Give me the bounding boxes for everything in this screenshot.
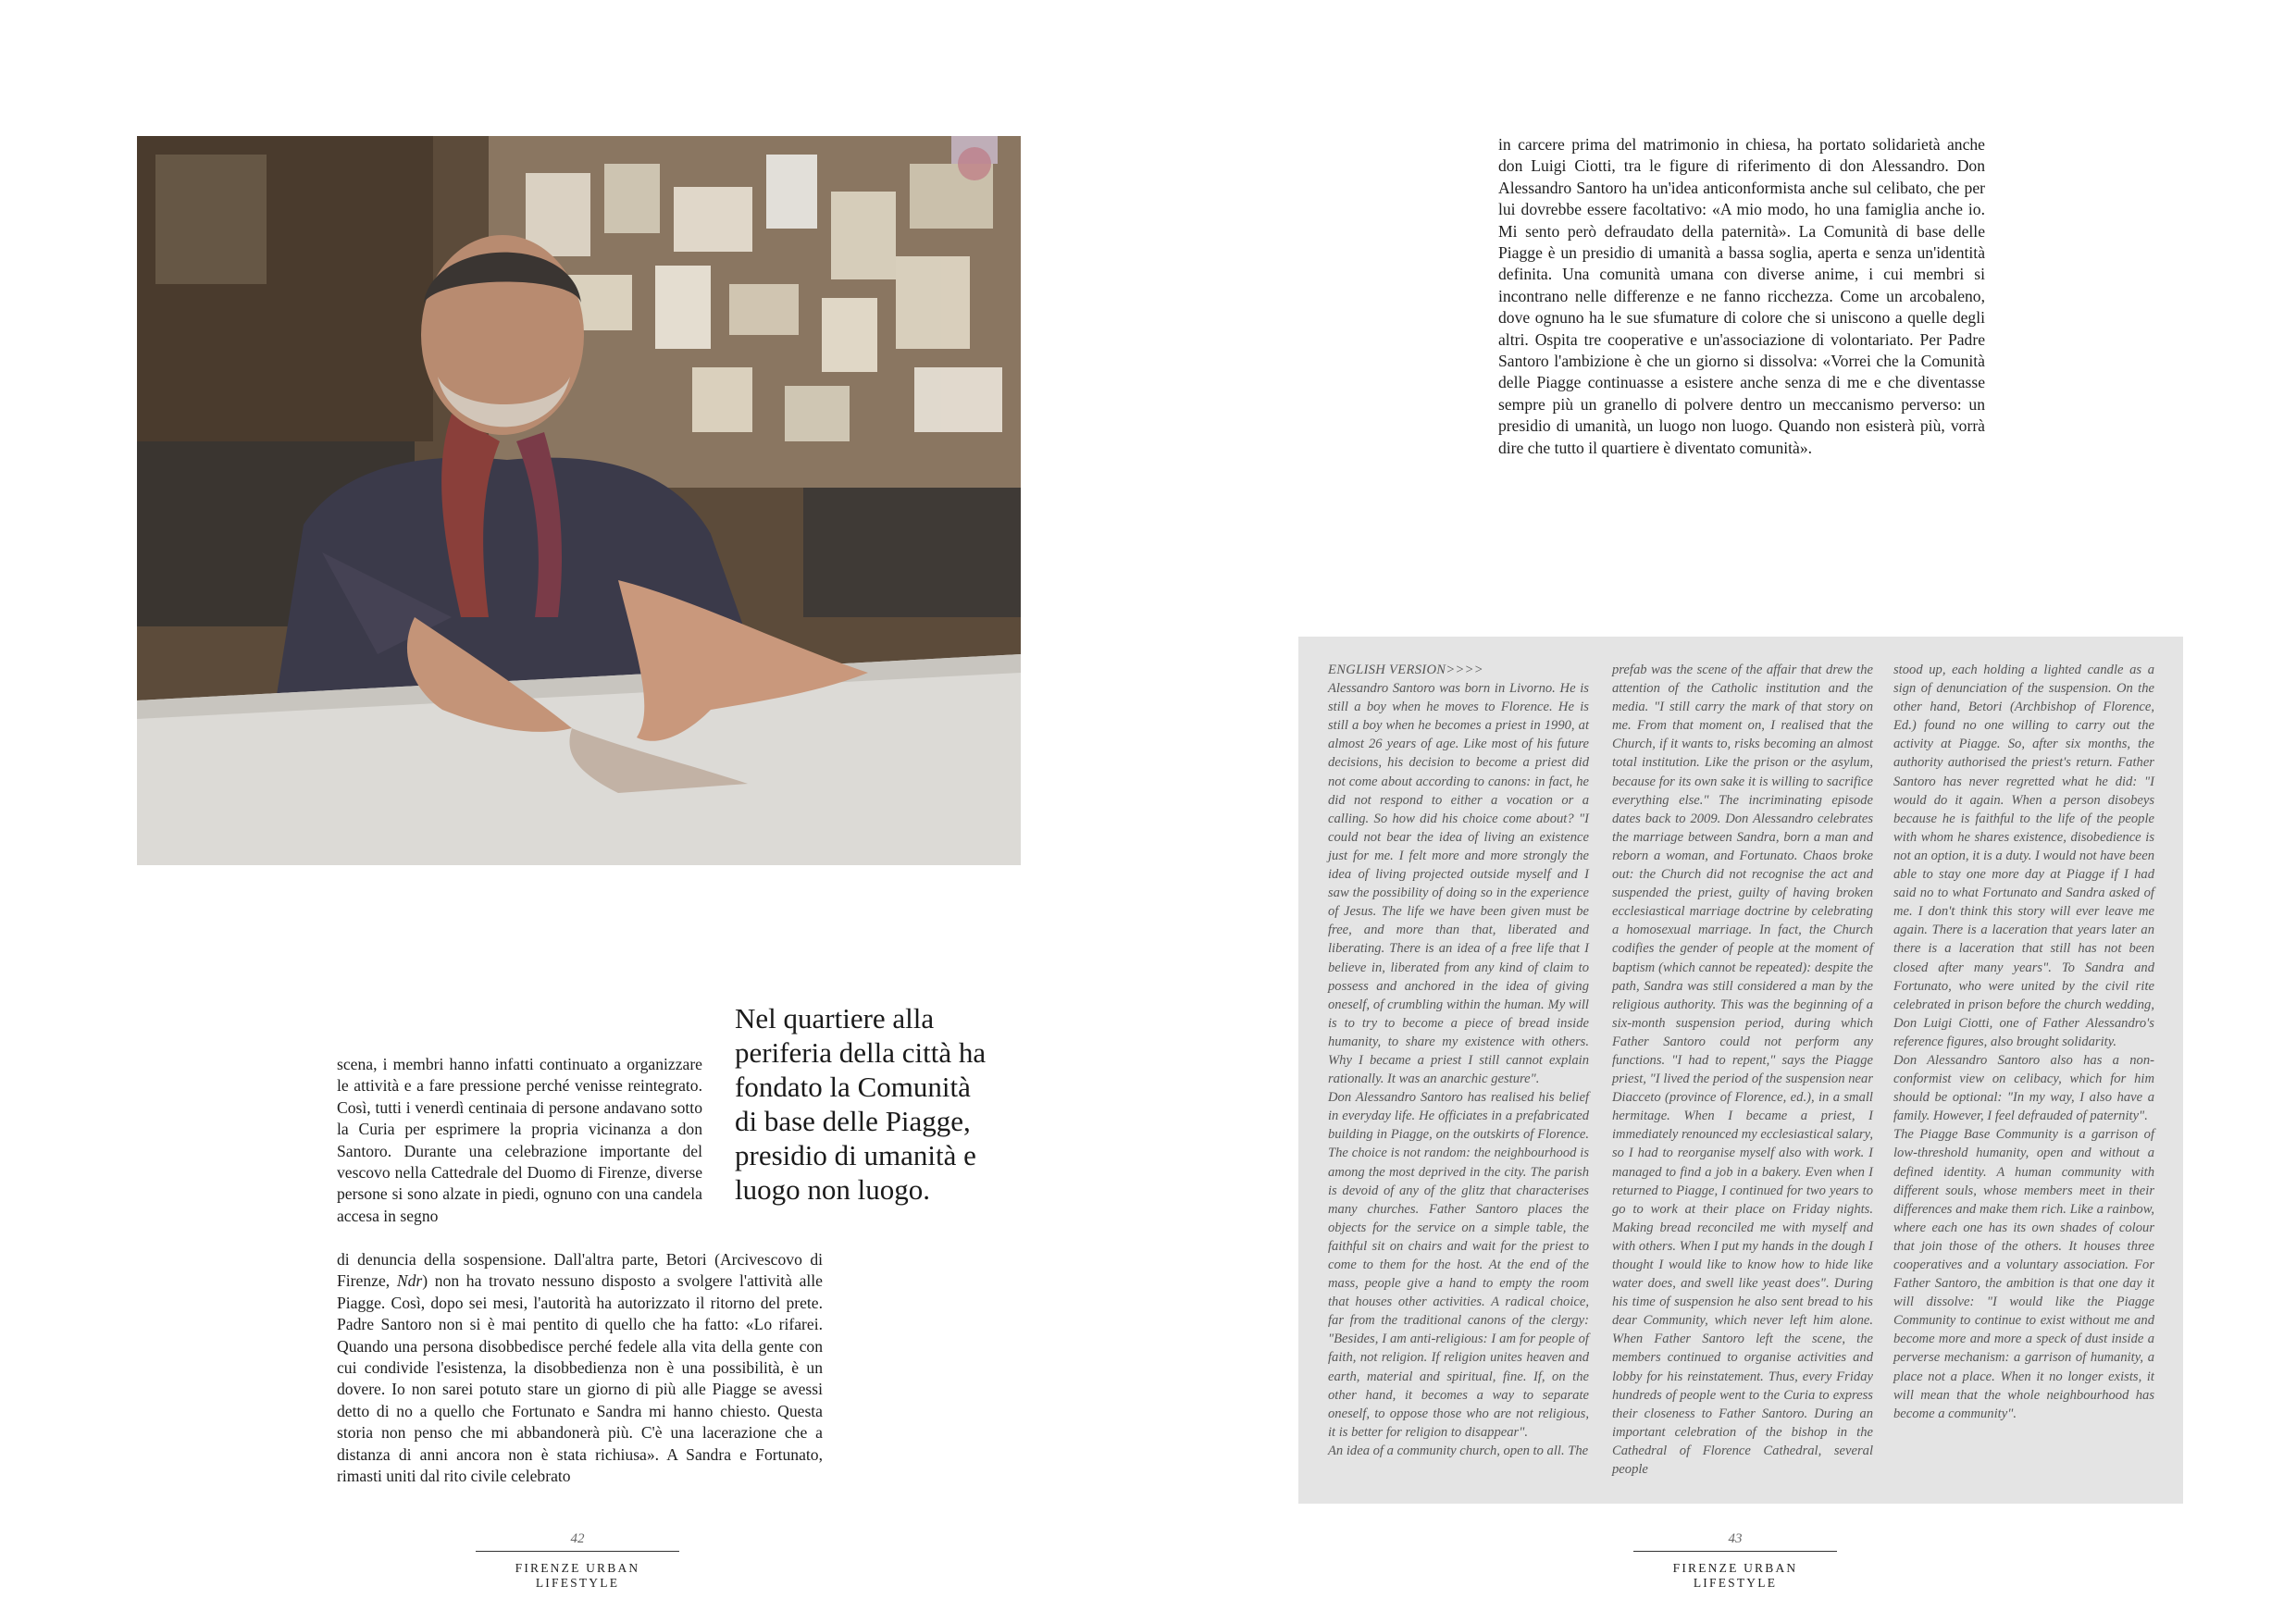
ndr-abbreviation: Ndr xyxy=(396,1271,423,1291)
portrait-photo-illustration xyxy=(137,136,1021,865)
page-number: 43 xyxy=(1728,1531,1743,1546)
english-paragraph: prefab was the scene of the affair that drew the attention of the Catholic institution and the media. "I still carry the mark of that story on me. From that moment on, I realised that the Church, if it wants to, risks becoming an almost total institution. Like the prison or the asylum, because for its own sake it is willing to sacrifice everything else." The incriminating episode dates back to 2009. Don Alessandro celebrates the marriage between Sandra, born a man and reborn a woman, and Fortunato. Chaos broke out: the Church did not recognise the act and suspended the priest, guilty of having broken ecclesiastical marriage doctrine by celebrating a homosexual marriage. In fact, the Church codifies the gender of people at the moment of baptism (which cannot be repeated): despite the path, Sandra was still considered a man by the religious authority. This was the beginning of a six-month suspension period, during which Father Santoro could not perform any functions. "I had to repent," says the Piagge priest, "I lived the period of the suspension near Diacceto (province of Florence, ed.), in a small hermitage. When I became a priest, I immediately renounced my ecclesiastical salary, so I had to reorganise myself also with work. I managed to find a job in a bakery. Even when I returned to Piagge, I continued for two years to go to work at their place on Friday nights. Making bread reconciled me with myself and with others. When I put my hands in the dough I thought I would like to know how to hide like water does, and swell like yeast does". During his time of suspension he also sent bread to his dear Community, which never left him alone. When Father Santoro left the scene, the members continued to organise activities and lobby for his reinstatement. Thus, every Friday hundreds of people went to the Curia to express their closeness to Father Santoro. During an important celebration of the bishop in the Cathedral of Florence Cathedral, several people xyxy=(1612,663,1873,1478)
article-body-continued: in carcere prima del matrimonio in chiesa, ha portato solidarietà anche don Luigi Ciotti, tra le figure di riferimento di don Alessandro. Don Alessandro Santoro ha un'idea anticonformista anche sul celibato, che per lui dovrebbe essere facoltativo: «A mio modo, ho una famiglia anche io. Mi sento però defraudato della paternità». La Comunità di base delle Piagge è un presidio di umanità a bassa soglia, aperta e senza un'identità definita. Una comunità umana con diverse anime, i cui membri si incontrano nelle differenze e ne fanno ricchezza. Come un arcobaleno, dove ognuno ha le sue sfumature di colore che si uniscono a quelle degli altri. Ospita tre cooperative e un'associazione di volontariato. Per Padre Santoro l'ambizione è che un giorno si dissolva: «Vorrei che la Comunità delle Piagge continuasse a esistere anche senza di me e che diventasse sempre più un granello di polvere dentro un meccanismo perverso: un presidio di umanità, un luogo non luogo. Quando non esisterà più, vorrà dire che tutto il quartiere è diventato comunità». xyxy=(1498,135,1985,457)
left-page-folio xyxy=(476,1531,679,1591)
pull-quote: Nel quartiere alla periferia della città ha fondato la Comunità di base delle Piagge, presidio di umanità e luogo non luogo. xyxy=(735,1002,987,1206)
english-column-1 xyxy=(1328,661,1589,1460)
english-paragraph: Don Alessandro Santoro has realised his belief in everyday life. He officiates in a prefabricated building in Piagge, on the outskirts of Florence. The choice is not random: the neighbourhood is among the most deprived in the city. The parish is devoid of any of the glitz that characterises many churches. Father Santoro places the objects for the service on a simple table, the faithful sit on chairs and wait for the priest to come to them for the host. At the end of the mass, people give a hand to empty the room that houses other activities. A radical choice, far from the traditional canons of the clergy: "Besides, I am anti-religious: I am for people of faith, not religion. If religion unites heaven and earth, material and spiritual, fine. If, on the other hand, it becomes a way to separate oneself, to oppose those who are not religious, it is better for religion to disappear". xyxy=(1328,1090,1589,1440)
page-number: 42 xyxy=(570,1531,585,1546)
article-body-text: di denuncia della sospensione. Dall'altra parte, Betori (Arcivescovo di Firenze, xyxy=(337,1250,823,1291)
article-body-column-1: scena, i membri hanno infatti continuato a organizzare le attività e a fare pressione perché venisse reintegrato. Così, tutti i venerdì centinaia di persone andavano sotto la Curia per esprimere la propria vicinanza a don Santoro. Durante una celebrazione importante del vescovo nella Cattedrale del Duomo di Firenze, diverse persone si sono alzate in piedi, ognuno con una candela accesa in segno xyxy=(337,1055,702,1225)
english-version-heading: ENGLISH VERSION>>>> xyxy=(1328,663,1483,677)
article-body-text: ) non ha trovato nessuno disposto a svolgere l'attività alle Piagge. Così, dopo sei mesi, l'autorità ha autorizzato il ritorno del prete. Padre Santoro non si è mai pentito di quello che ha fatto: «Lo rifarei. Quando una persona disobbedisce perché fedele alla vita della gente con cui condivide l'esistenza, la disobbedienza non è una possibilità, è un dovere. Io non sarei potuto stare un giorno di più alle Piagge se avessi detto di no a quello che Fortunato e Sandra mi hanno chiesto. Questa storia non penso che mi abbandonerà più. C'è una lacerazione che a distanza di anni ancora non è stata richiusa». A Sandra e Fortunato, rimasti uniti dal rito civile celebrato xyxy=(337,1271,823,1486)
english-paragraph: stood up, each holding a lighted candle as a sign of denunciation of the suspension. On the other hand, Betori (Archbishop of Florence, Ed.) found no one willing to carry out the activity at Piagge. So, after six months, the authority authorised the priest's return. Father Santoro has never regretted what he did: "I would do it again. When a person disobeys because he is faithful to the life of the people with whom he shares existence, disobedience is not an option, it is a duty. I would not have been able to stay one more day at Piagge if I had said no to what Fortunato and Sandra asked of me. I don't think this story will ever leave me again. There is a laceration that years later an there is a laceration that still has not been closed after many years". To Sandra and Fortunato, who were united by the civil rite celebrated in prison before the church wedding, Don Luigi Ciotti, one of Father Alessandro's reference figures, also brought solidarity. xyxy=(1893,663,2154,1049)
right-page-folio xyxy=(1633,1531,1837,1591)
english-paragraph: Alessandro Santoro was born in Livorno. He is still a boy when he moves to Florence. He is still a boy when he becomes a priest in 1990, at almost 26 years of age. Like most of his future decisions, his decision to become a priest did not come about according to canons: in fact, he did not respond to either a vocation or a calling. So how did his choice come about? "I could not bear the idea of living an existence just for me. I felt more and more strongly the idea of living projected outside myself and I saw the possibility of doing so in the experience of Jesus. The life we have been given must be free, and more than that, liberated and liberating. There is an idea of a free life that I believe in, liberated from any kind of claim to possess and anchored in the idea of giving oneself, of crumbling within the human. My will is to try to become a piece of bread inside humanity, to share my existence with others. Why I became a priest I still cannot explain rationally. It was an anarchic gesture". xyxy=(1328,681,1589,1087)
english-version-box xyxy=(1298,637,2183,1504)
english-column-3 xyxy=(1893,661,2154,1423)
english-paragraph: An idea of a community church, open to all. The xyxy=(1328,1443,1589,1458)
portrait-photo xyxy=(137,136,1021,865)
folio-divider xyxy=(476,1551,679,1552)
magazine-name: FIRENZE URBAN LIFESTYLE xyxy=(515,1561,640,1590)
english-column-2 xyxy=(1612,661,1873,1479)
article-body-column-2 xyxy=(337,1249,823,1487)
right-page xyxy=(1148,0,2296,1623)
magazine-name: FIRENZE URBAN LIFESTYLE xyxy=(1672,1561,1798,1590)
english-paragraph: Don Alessandro Santoro also has a non-conformist view on celibacy, which for him should be optional: "In my way, I also have a family. However, I feel defrauded of paternity". xyxy=(1893,1052,2154,1124)
english-paragraph: The Piagge Base Community is a garrison of low-threshold humanity, open and without a defined identity. A human community with different souls, whose members meet in their differences and make them rich. Like a rainbow, where each one has its own shades of colour that join those of the others. It houses three cooperatives and a voluntary association. For Father Santoro, the ambition is that one day it will dissolve: "I would like the Piagge Community to continue to exist without me and become more and more a speck of dust inside a perverse mechanism: a garrison of humanity, a place not a place. When it no longer exists, it will mean that the whole neighbourhood has become a community". xyxy=(1893,1127,2154,1421)
folio-divider xyxy=(1633,1551,1837,1552)
